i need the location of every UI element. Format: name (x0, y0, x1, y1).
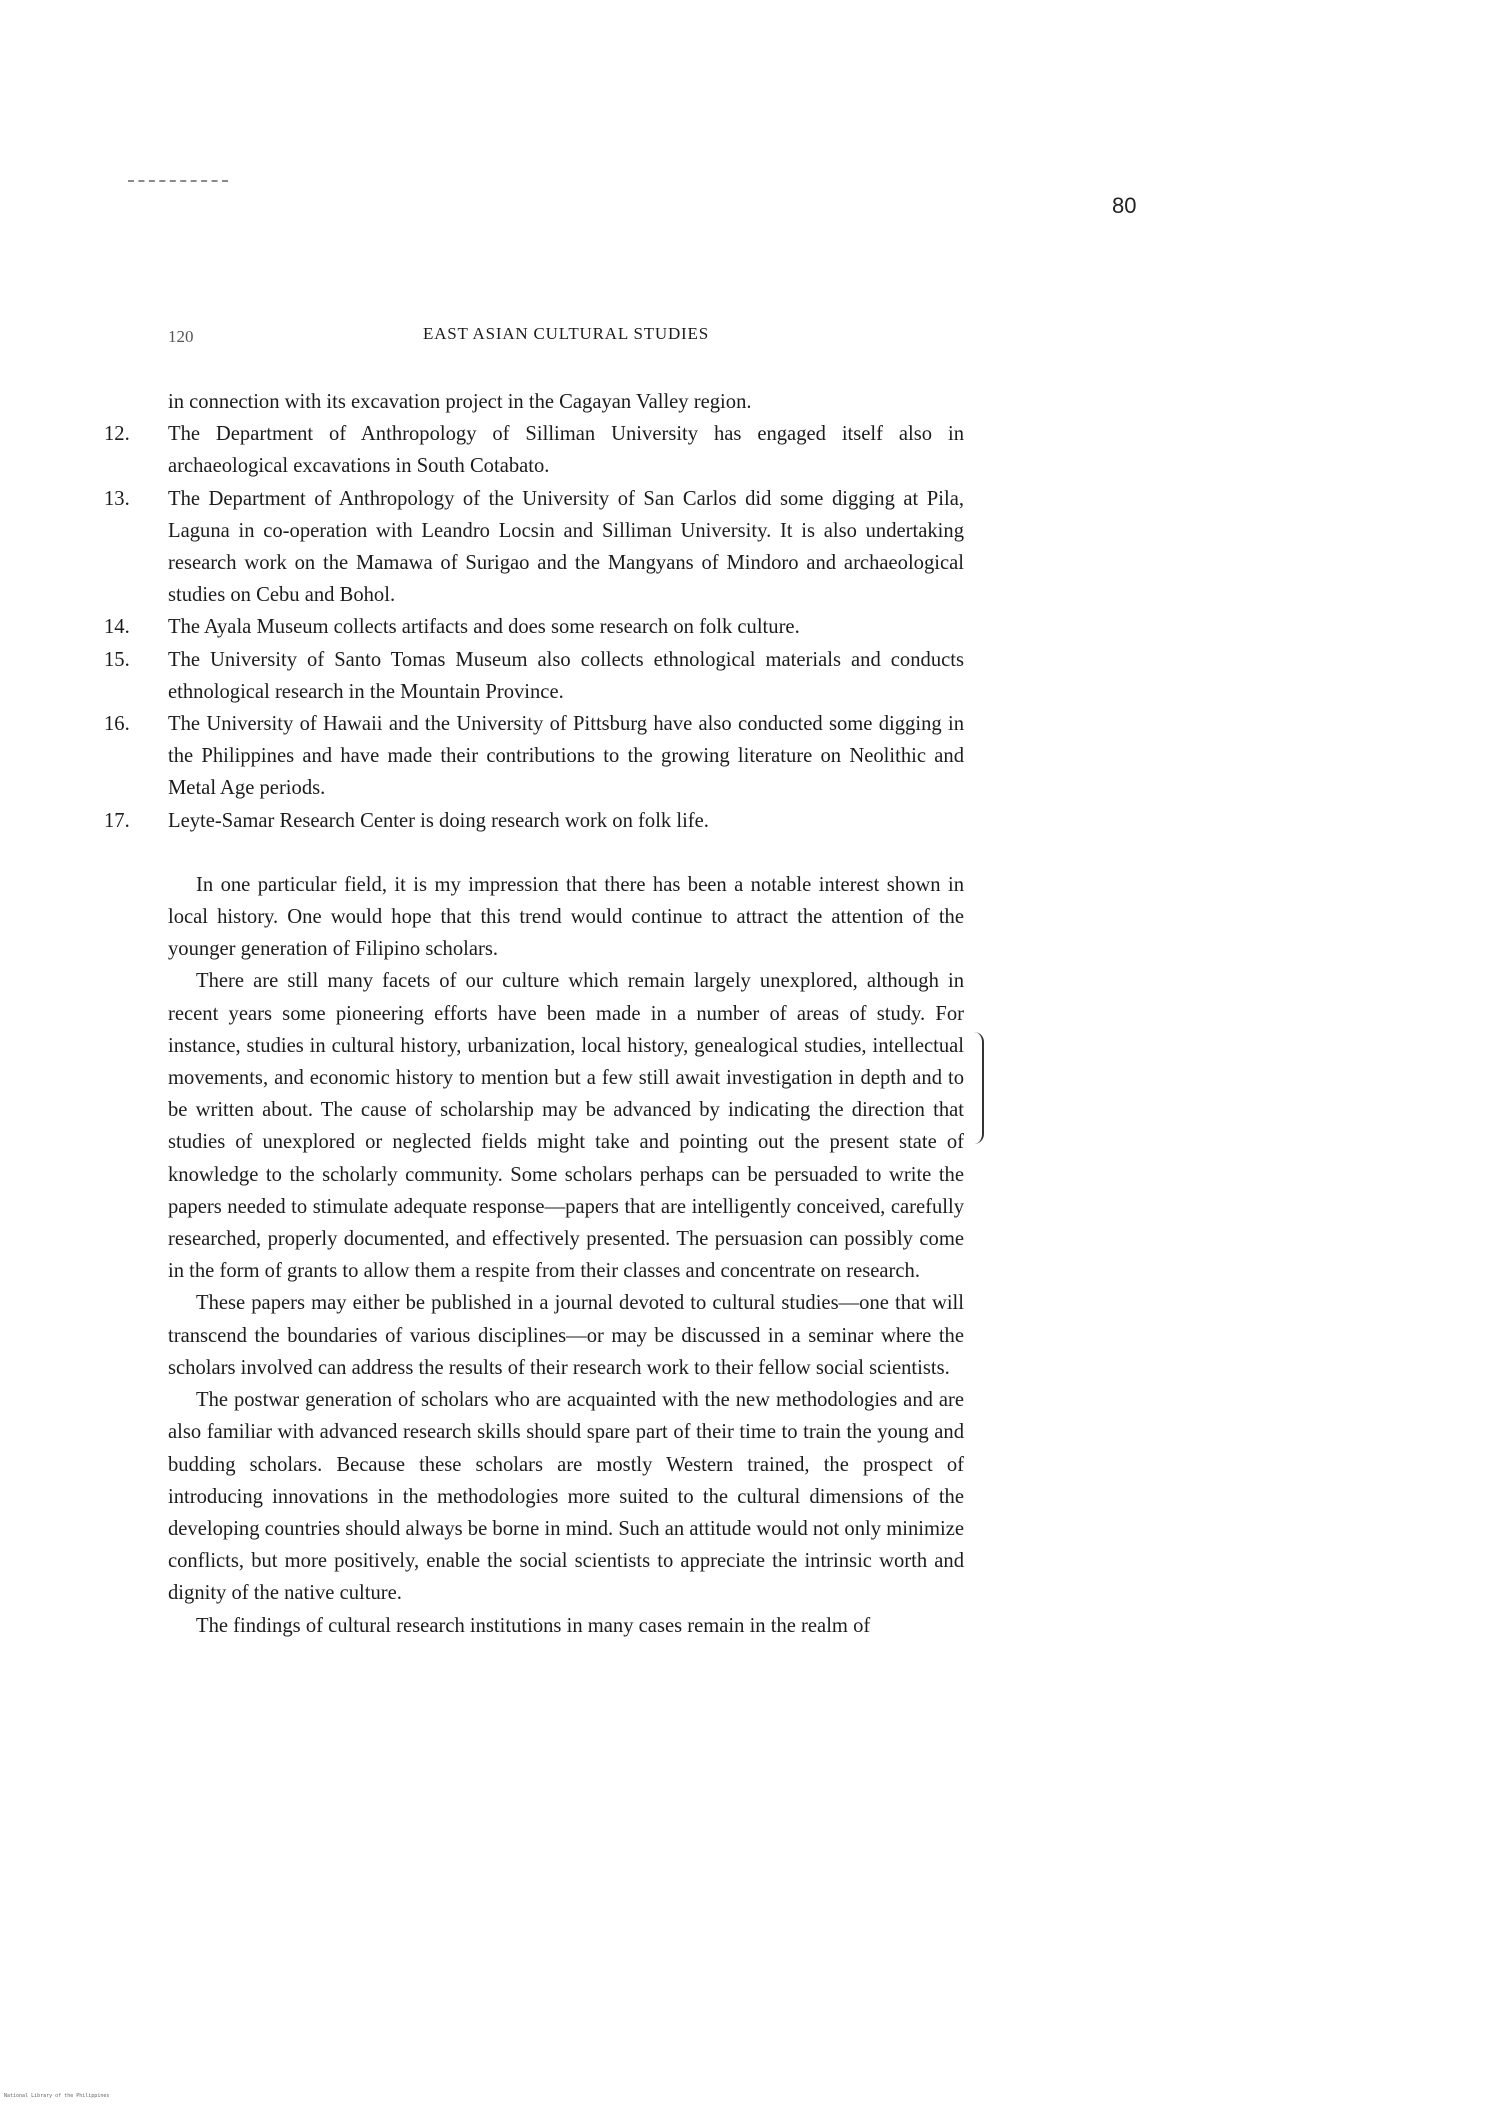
list-item (104, 483, 964, 612)
institution-list (104, 418, 964, 837)
margin-bracket-mark (968, 1032, 984, 1144)
list-item (104, 644, 964, 708)
running-head (168, 324, 964, 352)
footer-stamp: National Library of the Philippines (4, 2093, 110, 2099)
paragraph: These papers may either be published in a journal devoted to cultural studies—one that will transcend the boundaries of various disciplines—or may be discussed in a seminar where the scholars involved can address the results of their research work to their fellow social scientists. (168, 1292, 964, 1379)
list-item (104, 418, 964, 482)
continued-line: in connection with its excavation project in the Cagayan Valley region. (168, 391, 752, 413)
page-body (104, 386, 964, 1642)
list-text: The Ayala Museum collects artifacts and does some research on folk culture. (168, 616, 800, 639)
list-number: 12. (104, 423, 130, 446)
paragraph: The postwar generation of scholars who are acquainted with the new methodologies and are also familiar with advanced research skills should spare part of their time to train the young and budding scholars. Because these scholars are mostly Western trained, the prospect of introducing innovations in the methodologies more suited to the cultural dimensions of the developing countries should always be borne in mind. Such an attitude would not only minimize conflicts, but more positively, enable the social scientists to appreciate the intrinsic worth and dignity of the native culture. (168, 1389, 964, 1605)
stamp-page-number: 80 (1112, 193, 1137, 218)
list-text: The Department of Anthropology of the University of San Carlos did some digging at Pila, Laguna in co-operation with Leandro Locsin and Silliman University. It is also undertaking research work on the Mamawa of Surigao and the Mangyans of Mindoro and archaeological studies on Cebu and Bohol. (168, 487, 964, 607)
list-text: The Department of Anthropology of Silliman University has engaged itself also in archaeological excavations in South Cotabato. (168, 423, 964, 478)
paragraph: In one particular field, it is my impression that there has been a notable interest shown in local history. One would hope that this trend would continue to attract the attention of the younger generation of Filipino scholars. (168, 873, 964, 961)
list-number: 13. (104, 487, 130, 510)
body-paragraphs (168, 869, 964, 1642)
list-number: 14. (104, 616, 130, 639)
list-number: 17. (104, 809, 130, 832)
list-text: The University of Santo Tomas Museum also collects ethnological materials and conducts ethnological research in the Mountain Province. (168, 648, 964, 703)
folio-number: 120 (168, 327, 194, 346)
paragraph: There are still many facets of our culture which remain largely unexplored, although in recent years some pioneering efforts have been made in a number of areas of study. For instance, studies in cultural history, urbanization, local history, genealogical studies, intellectual movements, and economic history to mention but a few still await investigation in depth and to be written about. The cause of scholarship may be advanced by indicating the direction that studies of unexplored or neglected fields might take and pointing out the present state of knowledge to the scholarly community. Some scholars perhaps can be persuaded to write the papers needed to stimulate adequate response—papers that are intelligently conceived, carefully researched, properly documented, and effectively presented. The persuasion can possibly come in the form of grants to allow them a respite from their classes and concentrate on research. (168, 970, 964, 1283)
list-item (104, 708, 964, 805)
paragraph: The findings of cultural research institutions in many cases remain in the realm of (196, 1614, 871, 1637)
list-text: Leyte-Samar Research Center is doing research work on folk life. (168, 809, 709, 832)
list-number: 15. (104, 648, 130, 671)
list-text: The University of Hawaii and the University of Pittsburg have also conducted some digging in the Philippines and have made their contributions to the growing literature on Neolithic and Metal Age periods. (168, 713, 964, 800)
list-number: 16. (104, 713, 130, 736)
list-item (104, 611, 964, 643)
list-item (104, 805, 964, 837)
scan-artifact-dash (128, 180, 228, 182)
running-head-title: EAST ASIAN CULTURAL STUDIES (423, 324, 709, 343)
